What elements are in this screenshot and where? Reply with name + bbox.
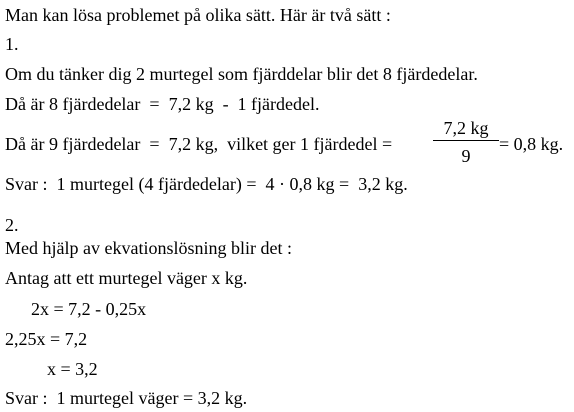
method-2-line-1: Med hjälp av ekvationslösning blir det :: [5, 238, 292, 258]
method-1-answer: Svar : 1 murtegel (4 fjärdedelar) = 4 · 0,8 kg = 3,2 kg.: [5, 174, 408, 194]
method-2-answer: Svar : 1 murtegel väger = 3,2 kg.: [5, 388, 248, 408]
method-2-line-2: Antag att ett murtegel väger x kg.: [5, 268, 248, 288]
method-1-line-2: Då är 8 fjärdedelar = 7,2 kg - 1 fjärdedel.: [5, 94, 320, 114]
method-1-line-3-left: Då är 9 fjärdedelar = 7,2 kg, vilket ger 1 fjärdedel =: [5, 134, 393, 154]
equation-1: 2x = 7,2 - 0,25x: [31, 299, 147, 319]
fraction-bar: [433, 140, 499, 141]
equation-2: 2,25x = 7,2: [5, 329, 88, 349]
fraction-denominator: 9: [461, 146, 471, 166]
fraction-numerator: 7,2 kg: [443, 118, 489, 138]
intro-text: Man kan lösa problemet på olika sätt. Här är två sätt :: [5, 5, 391, 25]
method-1-line-1: Om du tänker dig 2 murtegel som fjärddelar blir det 8 fjärdedelar.: [5, 64, 478, 84]
method-1-heading: 1.: [5, 34, 19, 54]
method-2-heading: 2.: [5, 215, 19, 235]
equation-3: x = 3,2: [47, 359, 98, 379]
method-1-line-3-right: = 0,8 kg.: [499, 134, 564, 154]
